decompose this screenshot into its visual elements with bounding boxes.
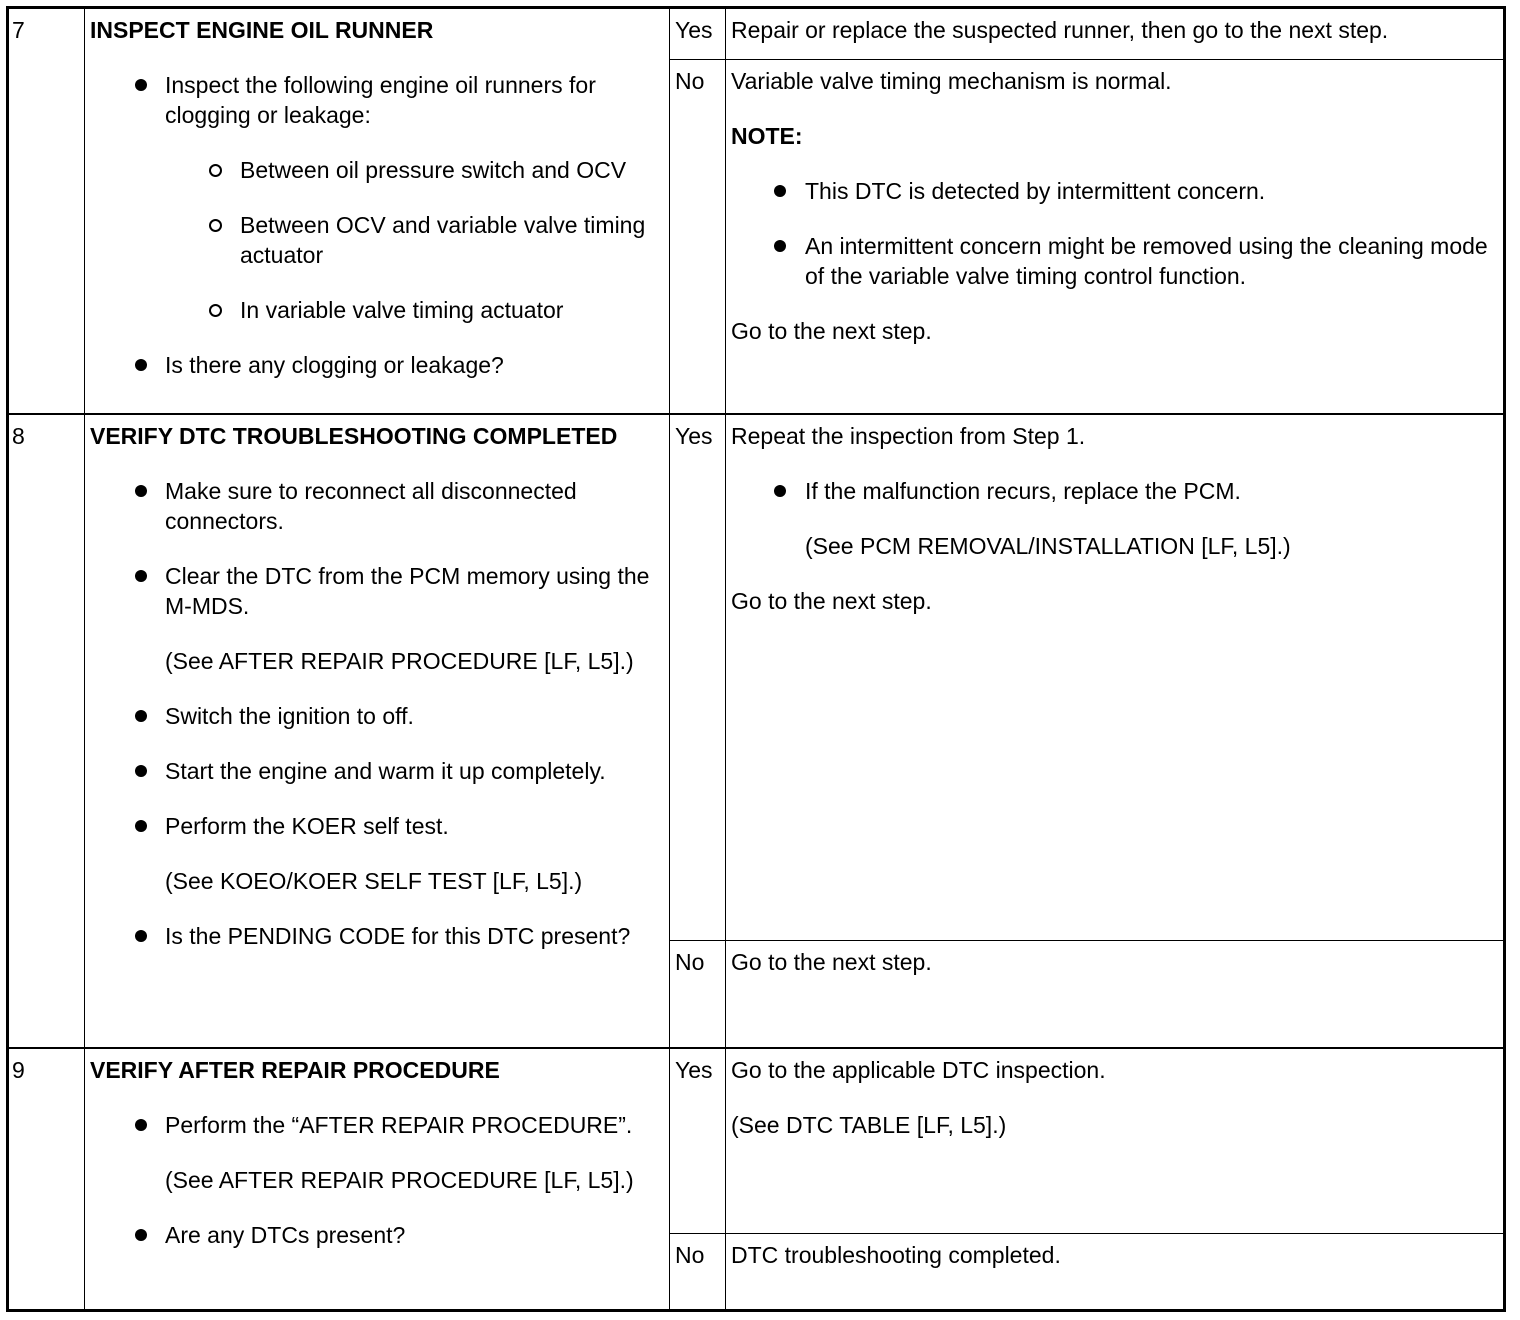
- step-number: 9: [9, 1049, 85, 1309]
- result-cell: [670, 1049, 725, 1309]
- note-bullet: This DTC is detected by intermittent concern.: [731, 176, 1497, 206]
- next-action-cell: [725, 9, 1503, 413]
- action-cell: [85, 415, 670, 1047]
- yes-next-step: Go to the next step.: [731, 588, 932, 614]
- action-reference: (See AFTER REPAIR PROCEDURE [LF, L5].): [165, 648, 634, 674]
- action-bullet: Switch the ignition to off.: [90, 701, 663, 731]
- table-row-step-7: [9, 9, 1503, 415]
- action-bullet: Perform the KOER self test.: [90, 811, 663, 841]
- troubleshooting-table: [6, 6, 1506, 1312]
- no-next-step: Go to the next step.: [731, 318, 932, 344]
- action-sub-bullet: Between oil pressure switch and OCV: [90, 155, 663, 185]
- action-bullet: Start the engine and warm it up completely.: [90, 756, 663, 786]
- yes-action-reference: (See PCM REMOVAL/INSTALLATION [LF, L5].): [805, 533, 1291, 559]
- result-no-label: No: [675, 68, 705, 94]
- table-row-step-8: [9, 415, 1503, 1049]
- no-action-text: Variable valve timing mechanism is normal.: [731, 68, 1172, 94]
- action-reference: (See AFTER REPAIR PROCEDURE [LF, L5].): [165, 1167, 634, 1193]
- yes-action-bullet: If the malfunction recurs, replace the PCM.: [731, 476, 1497, 506]
- action-bullet: Perform the “AFTER REPAIR PROCEDURE”.: [90, 1110, 663, 1140]
- result-yes-label: Yes: [675, 423, 713, 449]
- yes-action-text: Repeat the inspection from Step 1.: [731, 423, 1086, 449]
- step-title: VERIFY DTC TROUBLESHOOTING COMPLETED: [90, 423, 618, 449]
- action-question: Is the PENDING CODE for this DTC present?: [90, 921, 663, 951]
- action-sub-bullet: In variable valve timing actuator: [90, 295, 663, 325]
- next-action-cell: [725, 1049, 1503, 1309]
- table-row-step-9: [9, 1049, 1503, 1309]
- result-no-label: No: [675, 1242, 705, 1268]
- result-cell: [670, 9, 725, 413]
- action-question: Are any DTCs present?: [90, 1220, 663, 1250]
- no-action-text: DTC troubleshooting completed.: [731, 1242, 1061, 1268]
- action-cell: [85, 1049, 670, 1309]
- action-reference: (See KOEO/KOER SELF TEST [LF, L5].): [165, 868, 583, 894]
- yes-action-text: Go to the applicable DTC inspection.: [731, 1057, 1106, 1083]
- result-no-label: No: [675, 949, 705, 975]
- note-label: NOTE:: [731, 123, 803, 149]
- action-bullet: Clear the DTC from the PCM memory using the M-MDS.: [90, 561, 663, 621]
- action-sub-bullet: Between OCV and variable valve timing actuator: [90, 210, 663, 270]
- step-title: INSPECT ENGINE OIL RUNNER: [90, 17, 434, 43]
- note-bullet: An intermittent concern might be removed using the cleaning mode of the variable valve timing control function.: [731, 231, 1497, 291]
- action-bullet: Inspect the following engine oil runners for clogging or leakage:: [90, 70, 663, 130]
- action-question: Is there any clogging or leakage?: [90, 350, 663, 380]
- result-yes-label: Yes: [675, 1057, 713, 1083]
- action-cell: [85, 9, 670, 413]
- no-action-text: Go to the next step.: [731, 949, 932, 975]
- next-action-cell: [725, 415, 1503, 1047]
- yes-action-text: Repair or replace the suspected runner, then go to the next step.: [731, 17, 1389, 43]
- yes-action-reference: (See DTC TABLE [LF, L5].): [731, 1112, 1007, 1138]
- result-cell: [670, 415, 725, 1047]
- action-bullet: Make sure to reconnect all disconnected connectors.: [90, 476, 663, 536]
- step-number: 8: [9, 415, 85, 1047]
- step-title: VERIFY AFTER REPAIR PROCEDURE: [90, 1057, 500, 1083]
- step-number: 7: [9, 9, 85, 413]
- result-yes-label: Yes: [675, 17, 713, 43]
